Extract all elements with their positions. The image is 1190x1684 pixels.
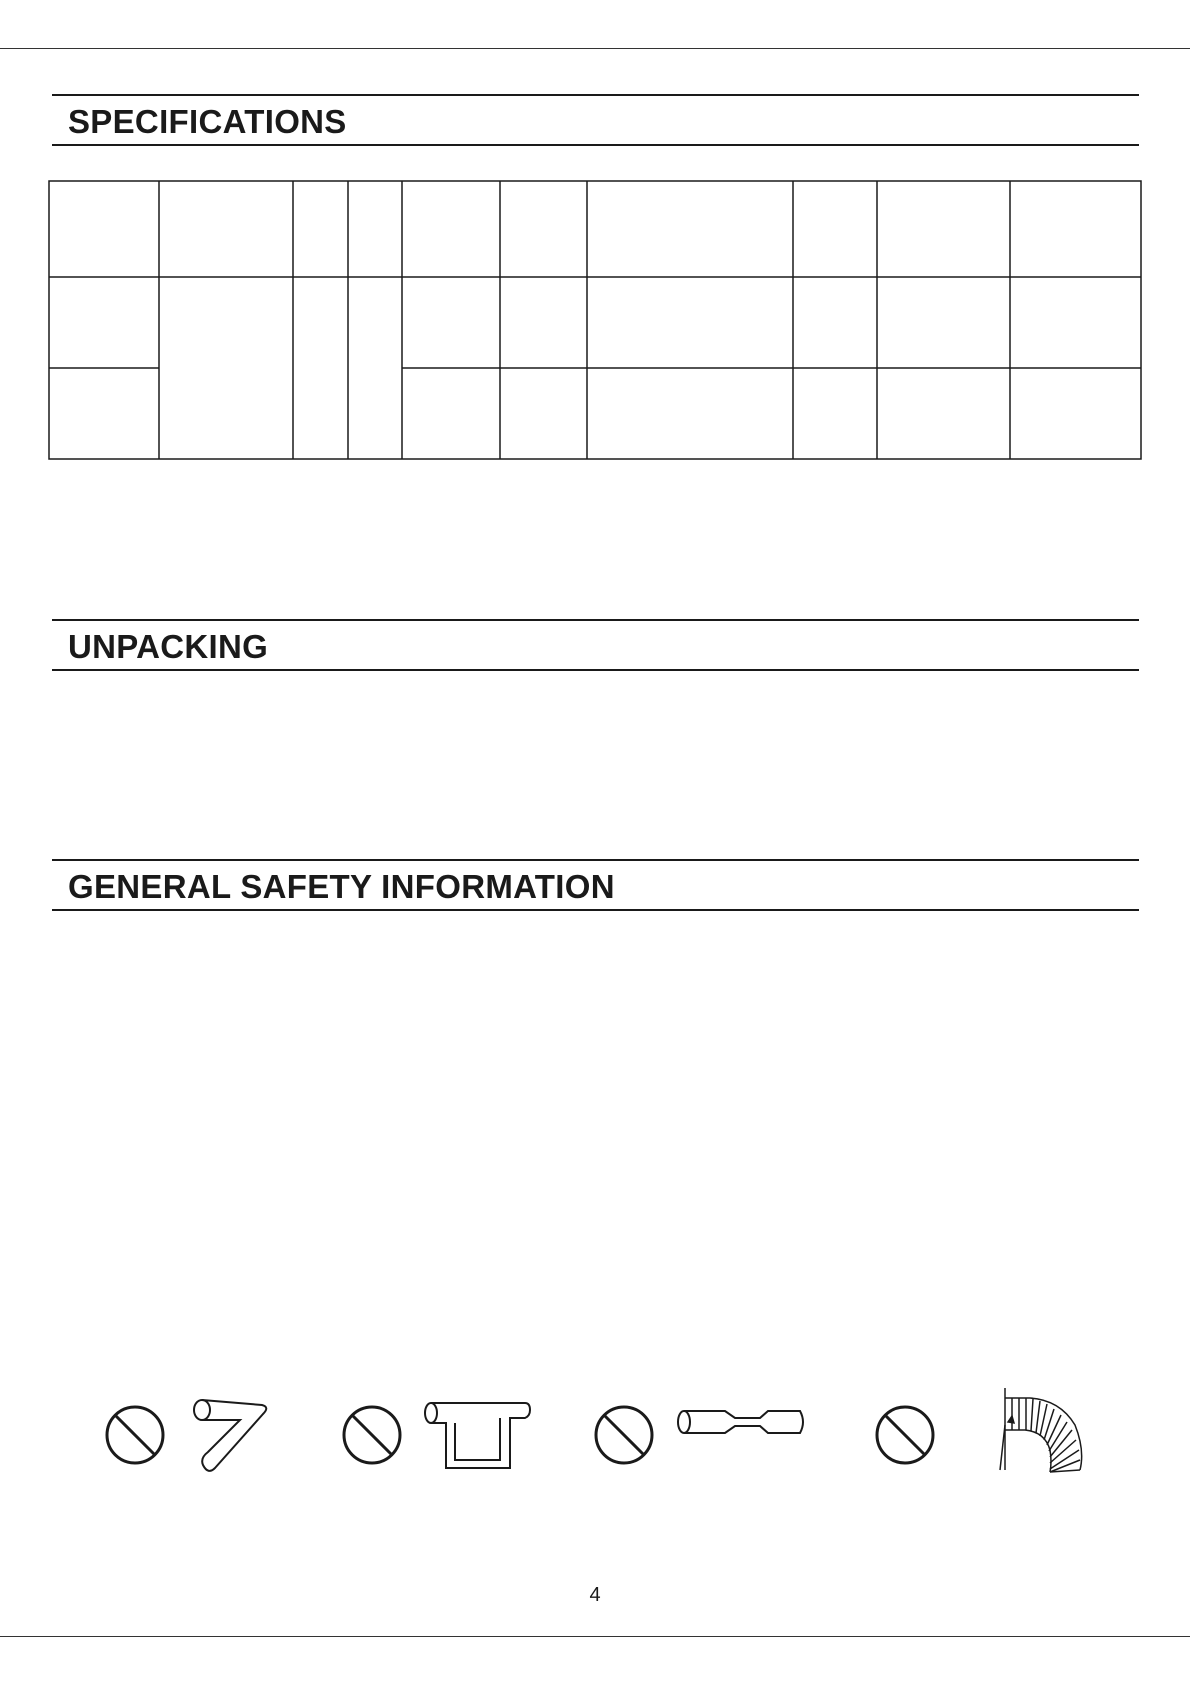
no-sign-icon	[596, 1407, 652, 1463]
no-sign-icon	[107, 1407, 163, 1463]
safety-heading-bar	[52, 859, 1139, 911]
page-number: 4	[589, 1584, 601, 1606]
table-frame	[49, 181, 1141, 459]
flexible-hose-duct-icon	[1000, 1388, 1082, 1472]
constricted-duct-icon	[678, 1411, 803, 1433]
safety-title: GENERAL SAFETY INFORMATION	[68, 868, 615, 905]
specifications-table	[48, 180, 1142, 460]
specifications-title: SPECIFICATIONS	[68, 103, 347, 140]
page-top-rule	[0, 48, 1190, 49]
specifications-heading-bar	[52, 94, 1139, 146]
no-sign-icon	[877, 1407, 933, 1463]
unpacking-heading-bar	[52, 619, 1139, 671]
page-bottom-rule	[0, 1636, 1190, 1637]
sharp-bend-duct-icon	[194, 1400, 266, 1471]
duct-warning-illustrations	[100, 1380, 1100, 1480]
u-trap-duct-icon	[425, 1403, 530, 1468]
unpacking-title: UNPACKING	[68, 628, 269, 665]
no-sign-icon	[344, 1407, 400, 1463]
